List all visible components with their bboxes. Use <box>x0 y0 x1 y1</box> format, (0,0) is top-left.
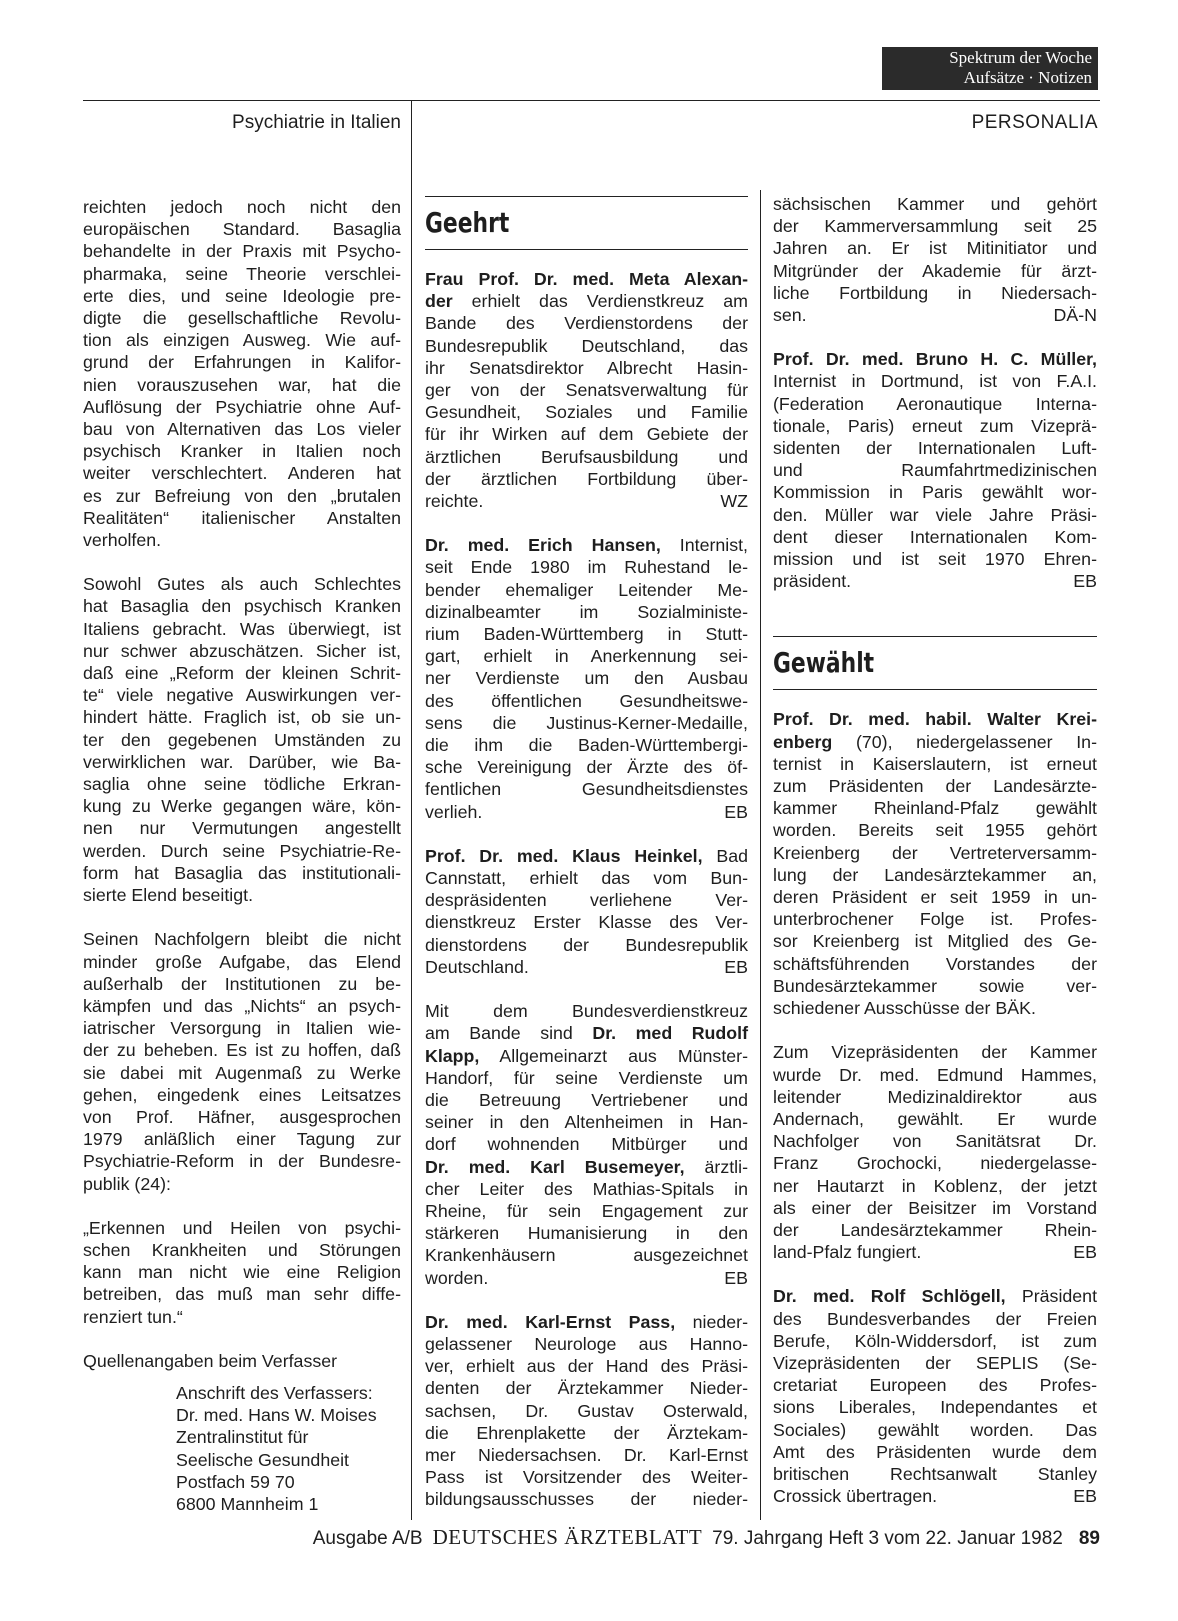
text-line: Berufe, Köln-Widdersdorf, ist zum <box>773 1330 1097 1351</box>
person-name: Dr. med Rudolf <box>592 1023 749 1044</box>
paragraph <box>83 196 401 551</box>
text-line: cher Leiter des Mathias-Spitals in <box>425 1178 748 1199</box>
text-line: Amt des Präsidenten wurde dem <box>773 1441 1097 1462</box>
text-line: denten der Ärztekammer Nieder- <box>425 1378 748 1399</box>
text-line: despräsidenten verliehene Ver- <box>425 890 748 911</box>
text: verlieh. <box>425 801 483 822</box>
text-line: ärztlichen Berufsausbildung und <box>425 446 748 467</box>
text-line: iatrischer Versorgung in Italien wie- <box>83 1018 401 1039</box>
entry-lines <box>425 1333 748 1511</box>
entry-pass <box>425 1311 748 1511</box>
text-line: tionale, Paris) erneut zum Vizeprä- <box>773 415 1097 436</box>
text-line: sachsen, Dr. Gustav Osterwald, <box>425 1400 748 1421</box>
text-line: Anschrift des Verfassers: <box>176 1382 373 1403</box>
text-line: ihr Senatsdirektor Albrecht Hasin- <box>425 357 748 378</box>
text-line: kammer Rheinland-Pfalz gewählt <box>773 798 1097 819</box>
text-line: zum Präsidenten der Landesärzte- <box>773 776 1097 797</box>
column-geehrt <box>425 196 748 1511</box>
text: Crossick übertragen. <box>773 1486 938 1507</box>
text-line: erte dies, und seine Ideologie pre- <box>83 285 401 306</box>
text: Internist, <box>660 535 748 556</box>
text-line: stärkeren Humanisierung in den <box>425 1223 748 1244</box>
person-name: Dr. med. Karl Busemeyer, <box>425 1156 685 1177</box>
edition: Ausgabe A/B <box>312 1528 423 1549</box>
text: Bad <box>702 845 748 866</box>
text-line: die Betreuung Vertriebener und <box>425 1089 748 1110</box>
text-line: des öffentlichen Gesundheitswe- <box>425 690 748 711</box>
entry-lines <box>773 193 1097 304</box>
text-line: ner Hautarzt in Koblenz, der jetzt <box>773 1175 1097 1196</box>
column-article <box>83 196 401 1515</box>
text-line: Seelische Gesundheit <box>176 1449 349 1470</box>
text-line: 1979 anläßlich einer Tagung zur <box>83 1129 401 1150</box>
person-name-cont: der <box>425 291 453 312</box>
text: worden. <box>425 1267 489 1288</box>
text-line: sächsischen Kammer und gehört <box>773 194 1097 214</box>
entry-lines <box>773 753 1097 997</box>
text-line: worden. Bereits seit 1955 gehört <box>773 820 1097 841</box>
entry-lines <box>773 1041 1097 1241</box>
text-line: der Landesärztekammer Rhein- <box>773 1219 1097 1240</box>
text-line: grund der Erfahrungen in Kalifor- <box>83 352 401 373</box>
text-line: dienstordens der Bundesrepublik <box>425 934 748 955</box>
entry-pass-cont <box>773 193 1097 326</box>
text-line: der Kammerversammlung seit 25 <box>773 216 1097 237</box>
entry-alexander <box>425 268 748 512</box>
text-line: dent dieser Internationalen Kom- <box>773 526 1097 547</box>
text-line: saglia ohne seine tödliche Erkran- <box>83 774 401 795</box>
text-line: und Raumfahrtmedizinischen <box>773 460 1097 481</box>
text-line: rium Baden-Württemberg in Stutt- <box>425 624 748 645</box>
text-line: daß eine „Reform der kleinen Schrit- <box>83 663 401 684</box>
text-line: dorf wohnenden Mitbürger und <box>425 1134 748 1155</box>
text-line: Dr. med. Hans W. Moises <box>176 1405 377 1426</box>
person-name: Frau Prof. Dr. med. Meta Alexan- <box>425 269 748 289</box>
quote <box>83 1217 401 1328</box>
entry-klapp-busemeyer <box>425 1000 748 1289</box>
entry-schloegell <box>773 1285 1097 1507</box>
issue-info: 79. Jahrgang Heft 3 vom 22. Januar 1982 <box>712 1528 1063 1549</box>
entry-kreienberg <box>773 708 1097 1019</box>
person-name: Prof. Dr. med. habil. Walter Krei- <box>773 709 1097 730</box>
entry-heinkel <box>425 845 748 978</box>
text-line: seiner in den Altenheimen in Han- <box>425 1112 748 1133</box>
text: Deutschland. <box>425 956 529 977</box>
text-line: form hat Basaglia das institutionali- <box>83 862 401 883</box>
text-line: Zum Vizepräsidenten der Kammer <box>773 1042 1097 1063</box>
text: ärztli- <box>684 1156 748 1177</box>
text-line: seit Ende 1980 im Ruhestand le- <box>425 557 748 578</box>
text-line: hat Basaglia den psychisch Kranken <box>83 596 401 617</box>
text-line: Kreienberg der Vertreterversamm- <box>773 842 1097 863</box>
text-line: britischen Rechtsanwalt Stanley <box>773 1463 1097 1484</box>
text-line: es zur Befreiung von den „brutalen <box>83 485 401 506</box>
section-title: Geehrt <box>425 206 510 239</box>
text-line: 6800 Mannheim 1 <box>176 1493 319 1514</box>
text-line: die ihm die Baden-Württembergi- <box>425 735 748 756</box>
text-line: pharmaka, seine Theorie verschlei- <box>83 263 401 284</box>
text-line: sions Liberales, Independantes et <box>773 1397 1097 1418</box>
signature: EB <box>1073 571 1097 592</box>
text-line: mission und ist seit 1970 Ehren- <box>773 549 1097 570</box>
text-line: kann man nicht wie eine Religion <box>83 1262 401 1283</box>
text: schiedener Ausschüsse der BÄK. <box>773 998 1036 1019</box>
text-line: Postfach 59 70 <box>176 1471 295 1492</box>
text-line: Andernach, gewählt. Er wurde <box>773 1108 1097 1129</box>
text-line: ver, erhielt aus der Hand des Präsi- <box>425 1356 748 1377</box>
text-line: liche Fortbildung in Niedersach- <box>773 282 1097 303</box>
text-line: für ihr Wirken auf dem Gebiete der <box>425 424 748 445</box>
text-line: publik (24): <box>83 1173 171 1194</box>
text-line: Psychiatrie-Reform in der Bundesre- <box>83 1151 401 1172</box>
paragraph <box>83 573 401 906</box>
text: präsident. <box>773 571 852 592</box>
text-line: der ärztlichen Fortbildung über- <box>425 468 748 489</box>
text-line: Mitgründer der Akademie für ärzt- <box>773 260 1097 281</box>
text-line: Italiens gebracht. Was überwiegt, ist <box>83 618 401 639</box>
text-line: sidenten der Internationalen Luft- <box>773 438 1097 459</box>
text: nieder- <box>675 1311 748 1332</box>
text-line: kämpfen und das „Nichts“ an psych- <box>83 995 401 1016</box>
running-head-right: PERSONALIA <box>971 112 1098 133</box>
text-line: behandelte in der Praxis mit Psycho- <box>83 241 401 262</box>
text-line: ter den gegebenen Umständen zu <box>83 729 401 750</box>
text-line: Franz Grochocki, niedergelasse- <box>773 1153 1097 1174</box>
text-line: dizinalbeamter im Sozialministe- <box>425 601 748 622</box>
text: sen. <box>773 305 807 326</box>
text-line: leitender Medizinaldirektor aus <box>773 1086 1097 1107</box>
text-line: bildungsausschusses der nieder- <box>425 1489 748 1510</box>
text-line: außerhalb der Institutionen zu be- <box>83 973 401 994</box>
text-line: ternist in Kaiserslautern, ist erneut <box>773 753 1097 774</box>
section-title: Gewählt <box>773 646 875 680</box>
header-rule <box>83 100 1100 101</box>
text-line: weiter verschlechtert. Anderen hat <box>83 463 401 484</box>
section-tag <box>882 47 1098 90</box>
signature: EB <box>724 801 748 822</box>
text-line: renziert tun.“ <box>83 1306 183 1327</box>
text-line: minder große Aufgabe, das Elend <box>83 951 401 972</box>
person-name: Dr. med. Karl-Ernst Pass, <box>425 1311 676 1332</box>
section-tag-line1: Spektrum der Woche <box>949 48 1092 67</box>
person-name-cont: enberg <box>773 731 833 752</box>
running-head-left: Psychiatrie in Italien <box>232 112 401 133</box>
text-line: Internist in Dortmund, ist von F.A.I. <box>773 371 1097 392</box>
text-line: hindert hätte. Fraglich ist, ob sie un- <box>83 707 401 728</box>
text-line: Kommission in Paris gewählt wor- <box>773 482 1097 503</box>
text-line: Realitäten“ italienischer Anstalten <box>83 507 401 528</box>
text-line: nur schwer abzuschätzen. Sicher ist, <box>83 640 401 661</box>
text-line: Jahren an. Er ist Mitinitiator und <box>773 238 1097 259</box>
entry-lines <box>773 1308 1097 1486</box>
sources-note: Quellenangaben beim Verfasser <box>83 1350 338 1371</box>
signature: EB <box>724 1267 748 1288</box>
text-line: kung zu Werke gegangen wäre, kön- <box>83 796 401 817</box>
text-line: nen nur Vermutungen angestellt <box>83 818 401 839</box>
text-line: der zu beheben. Es ist zu hoffen, daß <box>83 1040 401 1061</box>
text-line: nien vorauszusehen war, hat die <box>83 374 401 395</box>
text-line: „Erkennen und Heilen von psychi- <box>83 1217 401 1238</box>
text: (70), niedergelassener In- <box>832 731 1097 752</box>
paragraph <box>83 928 401 1194</box>
text: Mit dem Bundesverdienstkreuz <box>425 1001 748 1022</box>
text-line: lung der Landesärztekammer an, <box>773 864 1097 885</box>
text-line: verwirklichen war. Darüber, wie Ba- <box>83 751 401 772</box>
text-line: bau von Alternativen das Los vieler <box>83 419 401 440</box>
text-line: des Bundesverbandes der Freien <box>773 1308 1097 1329</box>
text-line: sierte Elend beseitigt. <box>83 885 254 906</box>
text: am Bande sind <box>425 1023 593 1044</box>
text-line: Bande des Verdienstordens der <box>425 313 748 334</box>
text-line: Seinen Nachfolgern bleibt die nicht <box>83 929 401 950</box>
text-line: wurde Dr. med. Edmund Hammes, <box>773 1064 1097 1085</box>
text-line: Sowohl Gutes als auch Schlechtes <box>83 574 401 595</box>
text-line: sens die Justinus-Kerner-Medaille, <box>425 712 748 733</box>
text-line: gart, erhielt in Anerkennung sei- <box>425 646 748 667</box>
text-line: verholfen. <box>83 530 162 551</box>
text-line: Nachfolger von Sanitätsrat Dr. <box>773 1131 1097 1152</box>
text-line: cretariat Europeen des Profes- <box>773 1375 1097 1396</box>
text: erhielt das Verdienstkreuz am <box>452 291 748 312</box>
text-line: gehen, eingedenk eines Leitsatzes <box>83 1084 401 1105</box>
text-line: dienstkreuz Erster Klasse des Ver- <box>425 912 748 933</box>
signature: EB <box>724 956 748 977</box>
text-line: die Ehrenplakette der Ärztekam- <box>425 1422 748 1443</box>
text-line: tion als einzigen Ausweg. Wie auf- <box>83 330 401 351</box>
column-gewaehlt <box>773 193 1097 1507</box>
text-line: Bundesrepublik Deutschland, das <box>425 335 748 356</box>
text-line: deren Präsident er seit 1959 in un- <box>773 887 1097 908</box>
journal-name: DEUTSCHES ÄRZTEBLATT <box>432 1525 703 1549</box>
column-rule-right <box>760 190 761 1520</box>
person-name: Dr. med. Erich Hansen, <box>425 535 661 556</box>
text-line: schäftsführenden Vorstandes der <box>773 953 1097 974</box>
author-address <box>176 1382 401 1515</box>
person-name: Prof. Dr. med. Bruno H. C. Müller, <box>773 349 1097 370</box>
text-line: gelassener Neurologe aus Hanno- <box>425 1333 748 1354</box>
entry-mueller <box>773 348 1097 592</box>
text-line: als einer der Beisitzer im Vorstand <box>773 1197 1097 1218</box>
text-line: unterbrochener Folge ist. Profes- <box>773 909 1097 930</box>
signature: EB <box>1073 1242 1097 1263</box>
text-line: schen Krankheiten und Störungen <box>83 1239 401 1260</box>
text: Allgemeinarzt aus Münster- <box>479 1045 748 1066</box>
text: reichte. <box>425 491 484 512</box>
text-line: Zentralinstitut für <box>176 1427 309 1448</box>
person-name: Prof. Dr. med. Klaus Heinkel, <box>425 845 703 866</box>
text-line: Bundesärztekammer sowie ver- <box>773 975 1097 996</box>
page-footer <box>313 1525 1100 1550</box>
entry-lines <box>425 1067 748 1156</box>
text: Präsident <box>1005 1286 1098 1307</box>
column-rule-left <box>411 100 412 1520</box>
text-line: den. Müller war viele Jahre Präsi- <box>773 504 1097 525</box>
text-line: Rheine, für sein Engagement zur <box>425 1200 748 1221</box>
entry-hammes <box>773 1041 1097 1263</box>
text-line: Gesundheit, Soziales und Familie <box>425 402 748 423</box>
text-line: ner Verdienste um den Ausbau <box>425 668 748 689</box>
section-tag-line2: Aufsätze · Notizen <box>963 68 1092 87</box>
page-number: 89 <box>1078 1528 1100 1549</box>
entry-hansen <box>425 534 748 823</box>
text-line: Auflösung der Psychiatrie ohne Auf- <box>83 396 401 417</box>
signature: WZ <box>720 491 748 512</box>
text-line: sie dabei mit Augenmaß zu Werke <box>83 1062 401 1083</box>
text-line: sor Kreienberg ist Mitglied des Ge- <box>773 931 1097 952</box>
text-line: werden. Durch seine Psychiatrie-Re- <box>83 840 401 861</box>
text-line: europäischen Standard. Basaglia <box>83 219 401 240</box>
text-line: fentlichen Gesundheitsdienstes <box>425 779 748 800</box>
text-line: ger von der Senatsverwaltung für <box>425 380 748 401</box>
text-line: Krankenhäusern ausgezeichnet <box>425 1245 748 1266</box>
text-line: Vizepräsidenten der SEPLIS (Se- <box>773 1352 1097 1373</box>
text-line: (Federation Aeronautique Interna- <box>773 393 1097 414</box>
text-line: te“ viele negative Auswirkungen ver- <box>83 685 401 706</box>
signature: EB <box>1073 1486 1097 1507</box>
text-line: Pass ist Vorsitzender des Weiter- <box>425 1467 748 1488</box>
person-name: Dr. med. Rolf Schlögell, <box>773 1286 1006 1307</box>
text-line: digte die gesellschaftliche Revolu- <box>83 308 401 329</box>
text-line: von Prof. Häfner, ausgesprochen <box>83 1106 401 1127</box>
entry-lines <box>425 312 748 490</box>
entry-lines <box>425 867 748 956</box>
entry-lines <box>425 556 748 800</box>
text-line: psychisch Kranker in Italien noch <box>83 441 401 462</box>
text-line: reichten jedoch noch nicht den <box>83 197 401 217</box>
person-name-cont: Klapp, <box>425 1045 480 1066</box>
text-line: sche Vereinigung der Ärzte des öf- <box>425 757 748 778</box>
text-line: betreiben, das muß man sehr diffe- <box>83 1284 401 1305</box>
signature: DÄ-N <box>1053 305 1097 326</box>
text-line: Sociales) gewählt worden. Das <box>773 1419 1097 1440</box>
text-line: bender ehemaliger Leitender Me- <box>425 579 748 600</box>
text-line: Handorf, für seine Verdienste um <box>425 1067 748 1088</box>
entry-lines <box>425 1178 748 1267</box>
text: land-Pfalz fungiert. <box>773 1242 922 1263</box>
text-line: Cannstatt, erhielt das vom Bun- <box>425 868 748 889</box>
entry-lines <box>773 370 1097 570</box>
text-line: mer Niedersachsen. Dr. Karl-Ernst <box>425 1444 748 1465</box>
